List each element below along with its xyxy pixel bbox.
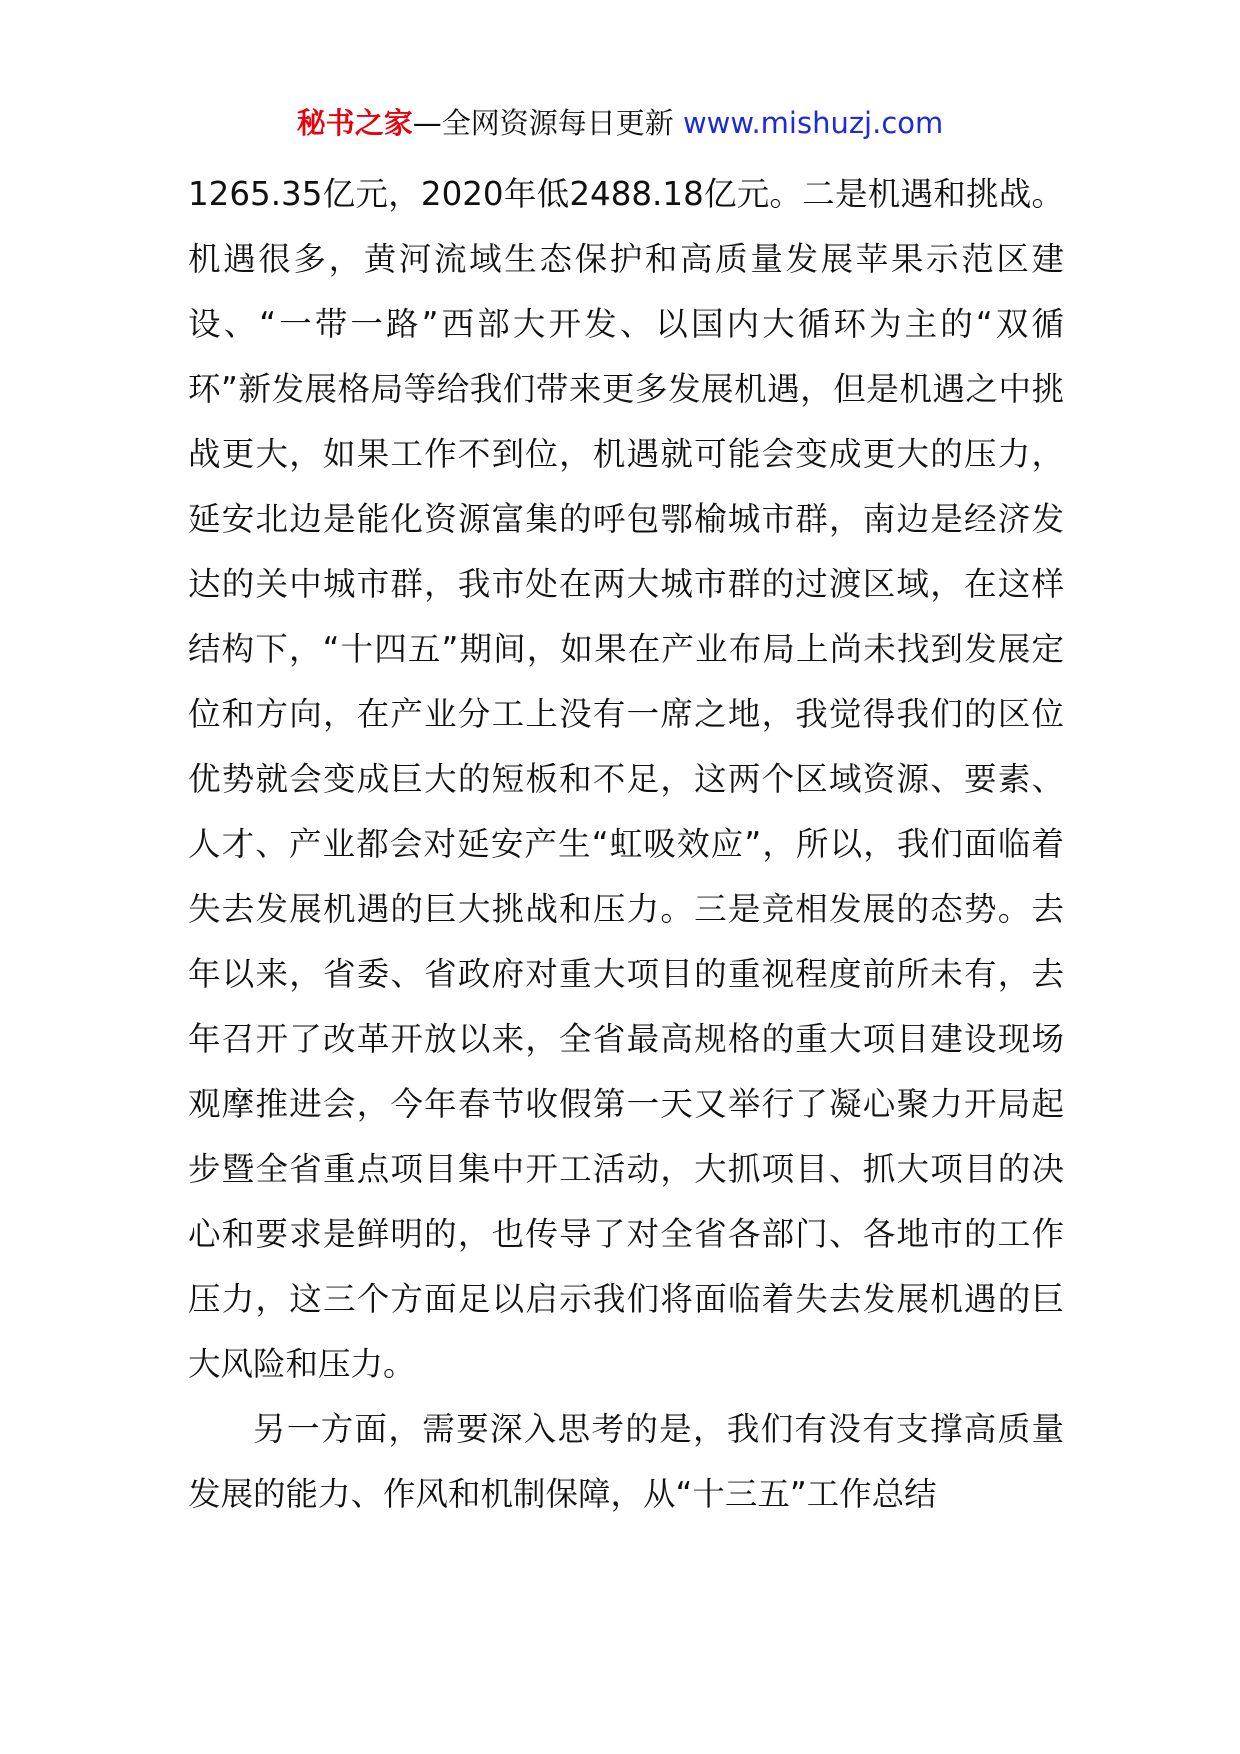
header-tagline: —全网资源每日更新 — [412, 106, 674, 140]
header-url-link[interactable]: www.mishuzj.com — [682, 106, 944, 140]
header-brand: 秘书之家 — [296, 106, 413, 140]
paragraph-2: 另一方面，需要深入思考的是，我们有没有支撑高质量发展的能力、作风和机制保障，从“十三五”工作总结 — [188, 1410, 1064, 1513]
page-header — [0, 103, 1240, 143]
document-body — [188, 162, 1064, 1527]
paragraph-1: 1265.35亿元，2020年低2488.18亿元。二是机遇和挑战。机遇很多，黄河流域生态保护和高质量发展苹果示范区建设、“一带一路”西部大开发、以国内大循环为主的“双循环”新发展格局等给我们带来更多发展机遇，但是机遇之中挑战更大，如果工作不到位，机遇就可能会变成更大的压力，延安北边是能化资源富集的呼包鄂榆城市群，南边是经济发达的关中城市群，我市处在两大城市群的过渡区域，在这样结构下，“十四五”期间，如果在产业布局上尚未找到发展定位和方向，在产业分工上没有一席之地，我觉得我们的区位优势就会变成巨大的短板和不足，这两个区域资源、要素、人才、产业都会对延安产生“虹吸效应”，所以，我们面临着失去发展机遇的巨大挑战和压力。三是竞相发展的态势。去年以来，省委、省政府对重大项目的重视程度前所未有，去年召开了改革开放以来，全省最高规格的重大项目建设现场观摩推进会，今年春节收假第一天又举行了凝心聚力开局起步暨全省重点项目集中开工活动，大抓项目、抓大项目的决心和要求是鲜明的，也传导了对全省各部门、各地市的工作压力，这三个方面足以启示我们将面临着失去发展机遇的巨大风险和压力。 — [188, 175, 1064, 1383]
